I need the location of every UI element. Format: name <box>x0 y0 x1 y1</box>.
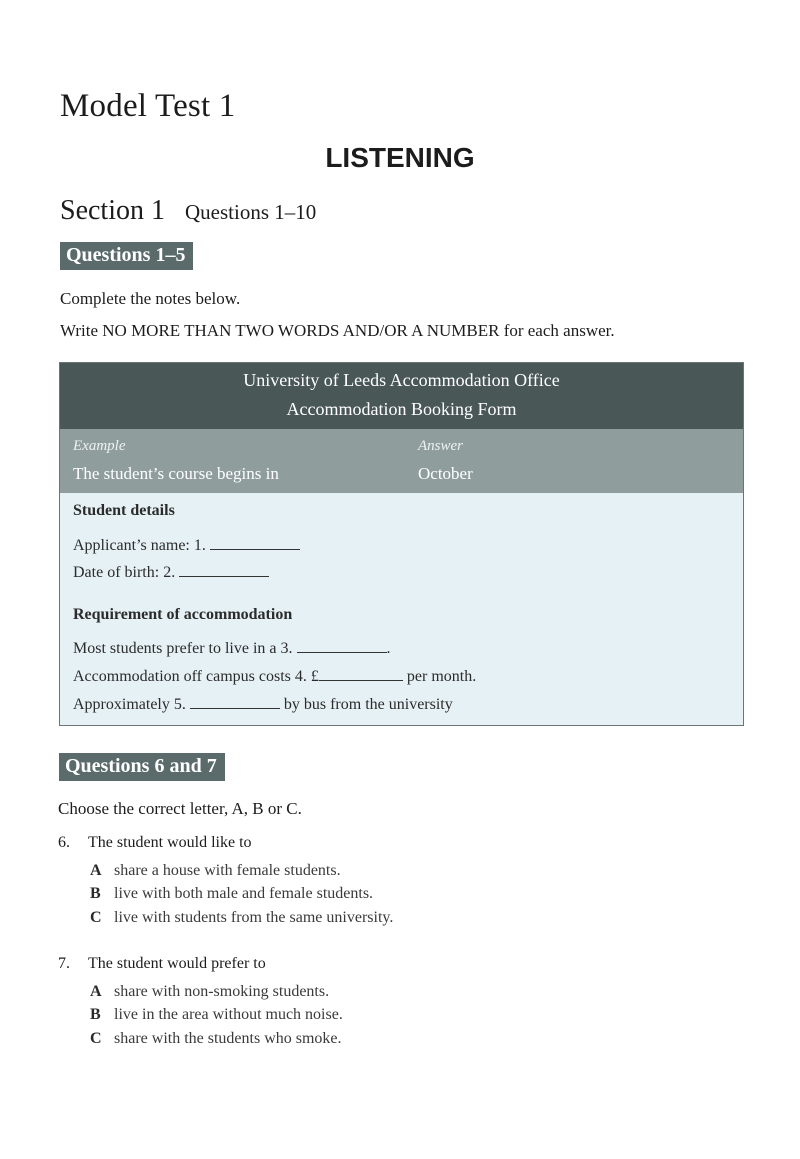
requirement-heading: Requirement of accommodation <box>73 606 293 623</box>
option-text: share with non-smoking students. <box>114 983 330 1000</box>
q5-label: Approximately <box>73 696 174 713</box>
option-c[interactable] <box>90 909 393 927</box>
option-letter: A <box>90 983 102 1000</box>
example-answer: October <box>418 464 473 483</box>
example-label: Example <box>73 438 126 454</box>
answer-blank-1[interactable] <box>210 535 300 550</box>
form-body <box>60 493 743 725</box>
question-text: The student would prefer to <box>88 955 266 972</box>
q5-number: 5. <box>173 696 186 713</box>
q3-suffix: . <box>386 640 391 657</box>
option-a[interactable] <box>90 862 341 880</box>
q3-label: Most students prefer to live in a <box>73 640 281 657</box>
q4-suffix: per month. <box>402 668 477 685</box>
question-3 <box>73 638 391 658</box>
option-b[interactable] <box>90 885 373 903</box>
q2-label: Date of birth: <box>73 564 164 581</box>
option-letter: A <box>90 862 102 879</box>
question-number: 7. <box>58 955 70 972</box>
form-example <box>60 429 743 493</box>
question-2 <box>73 562 269 582</box>
question-4 <box>73 666 476 686</box>
q4-number: 4. £ <box>294 668 319 685</box>
form-subtitle: Accommodation Booking Form <box>286 399 517 419</box>
student-details-heading: Student details <box>73 502 175 519</box>
form-title: University of Leeds Accommodation Office <box>243 370 560 390</box>
question-text: The student would like to <box>88 834 252 851</box>
option-text: share with the students who smoke. <box>114 1030 342 1047</box>
page-title: Model Test 1 <box>60 88 236 124</box>
example-text: The student’s course begins in <box>73 464 279 483</box>
option-c[interactable] <box>90 1030 342 1048</box>
option-letter: C <box>90 1030 102 1047</box>
option-text: share a house with female students. <box>114 862 341 879</box>
question-5 <box>73 694 453 714</box>
answer-blank-3[interactable] <box>297 638 387 653</box>
section-label: Section 1 <box>60 195 165 226</box>
option-text: live in the area without much noise. <box>114 1006 343 1023</box>
form-header <box>60 363 743 429</box>
answer-blank-2[interactable] <box>179 562 269 577</box>
instruction-text: Write NO MORE THAN TWO WORDS AND/OR A NUMBER for each answer. <box>60 321 615 340</box>
section-title: LISTENING <box>325 142 475 173</box>
option-b[interactable] <box>90 1006 343 1024</box>
answer-blank-4[interactable] <box>319 666 403 681</box>
q5-suffix: by bus from the university <box>279 696 453 713</box>
question-number: 6. <box>58 834 70 851</box>
question-1 <box>73 535 300 555</box>
q1-number: 1. <box>193 537 206 554</box>
answer-label: Answer <box>418 438 463 454</box>
option-letter: B <box>90 1006 101 1023</box>
q2-number: 2. <box>163 564 176 581</box>
option-letter: C <box>90 909 102 926</box>
questions-badge: Questions 6 and 7 <box>59 753 225 781</box>
q3-number: 3. <box>280 640 293 657</box>
answer-blank-5[interactable] <box>190 694 280 709</box>
instruction-text: Choose the correct letter, A, B or C. <box>58 799 302 818</box>
q1-label: Applicant’s name: <box>73 537 194 554</box>
option-text: live with students from the same university. <box>114 909 394 926</box>
option-a[interactable] <box>90 983 329 1001</box>
instruction-text: Complete the notes below. <box>60 289 241 308</box>
q4-label: Accommodation off campus costs <box>73 668 295 685</box>
section-questions: Questions 1–10 <box>185 200 317 224</box>
booking-form <box>59 362 744 726</box>
option-letter: B <box>90 885 101 902</box>
questions-badge: Questions 1–5 <box>60 242 193 270</box>
option-text: live with both male and female students. <box>114 885 374 902</box>
section-heading <box>60 195 316 227</box>
